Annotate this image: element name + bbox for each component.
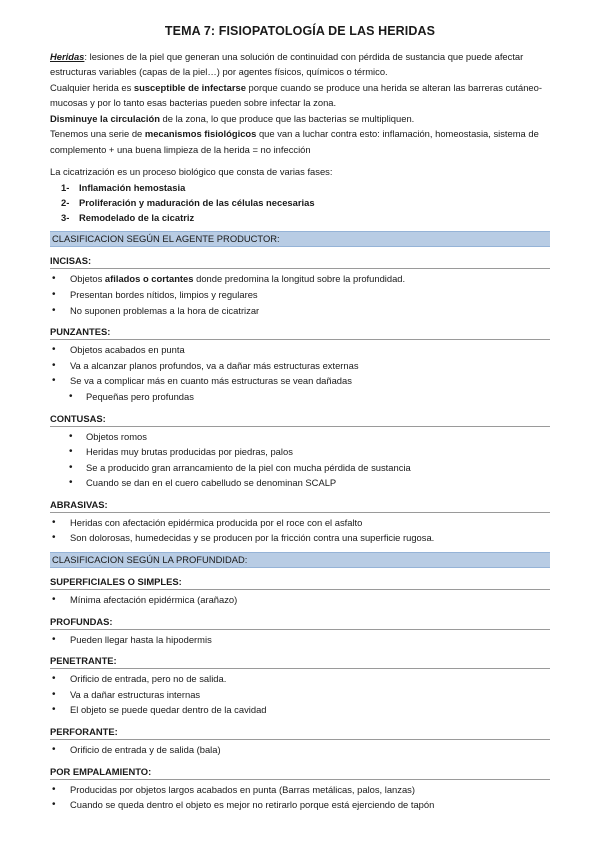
section-band-depth: CLASIFICACION SEGÚN LA PROFUNDIDAD:	[50, 552, 550, 568]
list-item: • Son dolorosas, humedecidas y se producen por la fricción contra una superficie rugosa.	[50, 530, 550, 546]
list-subitem: • Pequeñas pero profundas	[50, 389, 550, 405]
list-superficiales	[50, 592, 550, 608]
infection-paragraph	[50, 80, 550, 111]
list-empalamiento	[50, 782, 550, 813]
heading-incisas: INCISAS:	[50, 254, 550, 269]
list-item: • Orificio de entrada y de salida (bala)	[50, 742, 550, 758]
bold-phrase: susceptible de infectarse	[133, 81, 246, 93]
heading-punzantes: PUNZANTES:	[50, 325, 550, 340]
heading-superficiales: SUPERFICIALES O SIMPLES:	[50, 575, 550, 590]
list-contusas	[50, 429, 550, 491]
list-punzantes	[50, 342, 550, 404]
list-item: • Heridas muy brutas producidas por piedras, palos	[50, 444, 550, 460]
phase-text: Inflamación hemostasia	[79, 181, 186, 193]
list-item: • Cuando se queda dentro el objeto es mejor no retirarlo porque está ejerciendo de tapón	[50, 797, 550, 813]
heading-contusas: CONTUSAS:	[50, 412, 550, 427]
list-item	[50, 271, 550, 287]
list-item: • Mínima afectación epidérmica (arañazo)	[50, 592, 550, 608]
heading-empalamiento: POR EMPALAMIENTO:	[50, 765, 550, 780]
phase-item	[61, 180, 550, 195]
list-item: • El objeto se puede quedar dentro de la cavidad	[50, 702, 550, 718]
text-fragment: Tenemos una serie de	[50, 128, 145, 140]
text-fragment: porque cuando se produce una herida se alteran las barreras cutáneo-mucosas y por lo tanto esas bacterias pueden sobre infectar la zona.	[50, 81, 542, 109]
list-item: • Cuando se dan en el cuero cabelludo se denominan SCALP	[50, 475, 550, 491]
list-item: • Heridas con afectación epidérmica producida por el roce con el asfalto	[50, 515, 550, 531]
list-profundas	[50, 632, 550, 648]
bold-phrase: afilados o cortantes	[104, 273, 194, 285]
bold-phrase: Disminuye la circulación	[50, 112, 160, 124]
section-band-agent: CLASIFICACION SEGÚN EL AGENTE PRODUCTOR:	[50, 231, 550, 247]
list-item: • Objetos acabados en punta	[50, 342, 550, 358]
text-fragment: donde predomina la longitud sobre la profundidad.	[193, 273, 406, 285]
phases-list	[50, 180, 550, 226]
heading-profundas: PROFUNDAS:	[50, 615, 550, 630]
text-fragment: Objetos	[70, 273, 105, 285]
text-fragment: Cualquier herida es	[50, 81, 134, 93]
list-item: • Presentan bordes nítidos, limpios y regulares	[50, 287, 550, 303]
intro-section	[50, 49, 550, 226]
list-item: • Va a dañar estructuras internas	[50, 687, 550, 703]
list-abrasivas	[50, 515, 550, 546]
list-item: • Pueden llegar hasta la hipodermis	[50, 632, 550, 648]
heading-abrasivas: ABRASIVAS:	[50, 498, 550, 513]
phase-item	[61, 210, 550, 225]
list-penetrante	[50, 671, 550, 718]
term-heridas: Heridas	[50, 50, 85, 62]
phase-number: 1-	[61, 181, 70, 193]
bold-phrase: mecanismos fisiológicos	[144, 128, 257, 140]
phase-text: Remodelado de la cicatriz	[79, 212, 195, 224]
list-item: • Se a producido gran arrancamiento de la piel con mucha pérdida de sustancia	[50, 460, 550, 476]
definition-text: : lesiones de la piel que generan una solución de continuidad con pérdida de sustancia que puede afectar estructuras variables (capas de la piel…) por agentes físicos, químicos o térmico.	[50, 50, 524, 78]
list-item: • Orificio de entrada, pero no de salida.	[50, 671, 550, 687]
phase-item	[61, 195, 550, 210]
circulation-paragraph	[50, 111, 550, 127]
list-item: • Va a alcanzar planos profundos, va a dañar más estructuras externas	[50, 358, 550, 374]
list-item: • Producidas por objetos largos acabados en punta (Barras metálicas, palos, lanzas)	[50, 782, 550, 798]
list-incisas	[50, 271, 550, 318]
definition-paragraph	[50, 49, 550, 80]
document-title: TEMA 7: FISIOPATOLOGÍA DE LAS HERIDAS	[164, 24, 436, 38]
phase-text: Proliferación y maduración de las células necesarias	[79, 196, 315, 208]
phase-number: 3-	[61, 212, 70, 224]
phase-number: 2-	[61, 196, 70, 208]
text-fragment: que van a luchar contra esto: inflamación, homeostasia, sistema de complemento + una buena limpieza de la herida = no infección	[50, 128, 539, 155]
list-item: • No suponen problemas a la hora de cicatrizar	[50, 303, 550, 319]
heading-perforante: PERFORANTE:	[50, 725, 550, 740]
mechanisms-paragraph	[50, 126, 550, 157]
heading-penetrante: PENETRANTE:	[50, 654, 550, 669]
text-fragment: de la zona, lo que produce que las bacterias se multipliquen.	[159, 112, 415, 124]
list-item: • Se va a complicar más en cuanto más estructuras se vean dañadas	[50, 373, 550, 389]
list-item: • Objetos romos	[50, 429, 550, 445]
list-perforante	[50, 742, 550, 758]
phases-lead: La cicatrización es un proceso biológico que consta de varias fases:	[50, 166, 333, 178]
